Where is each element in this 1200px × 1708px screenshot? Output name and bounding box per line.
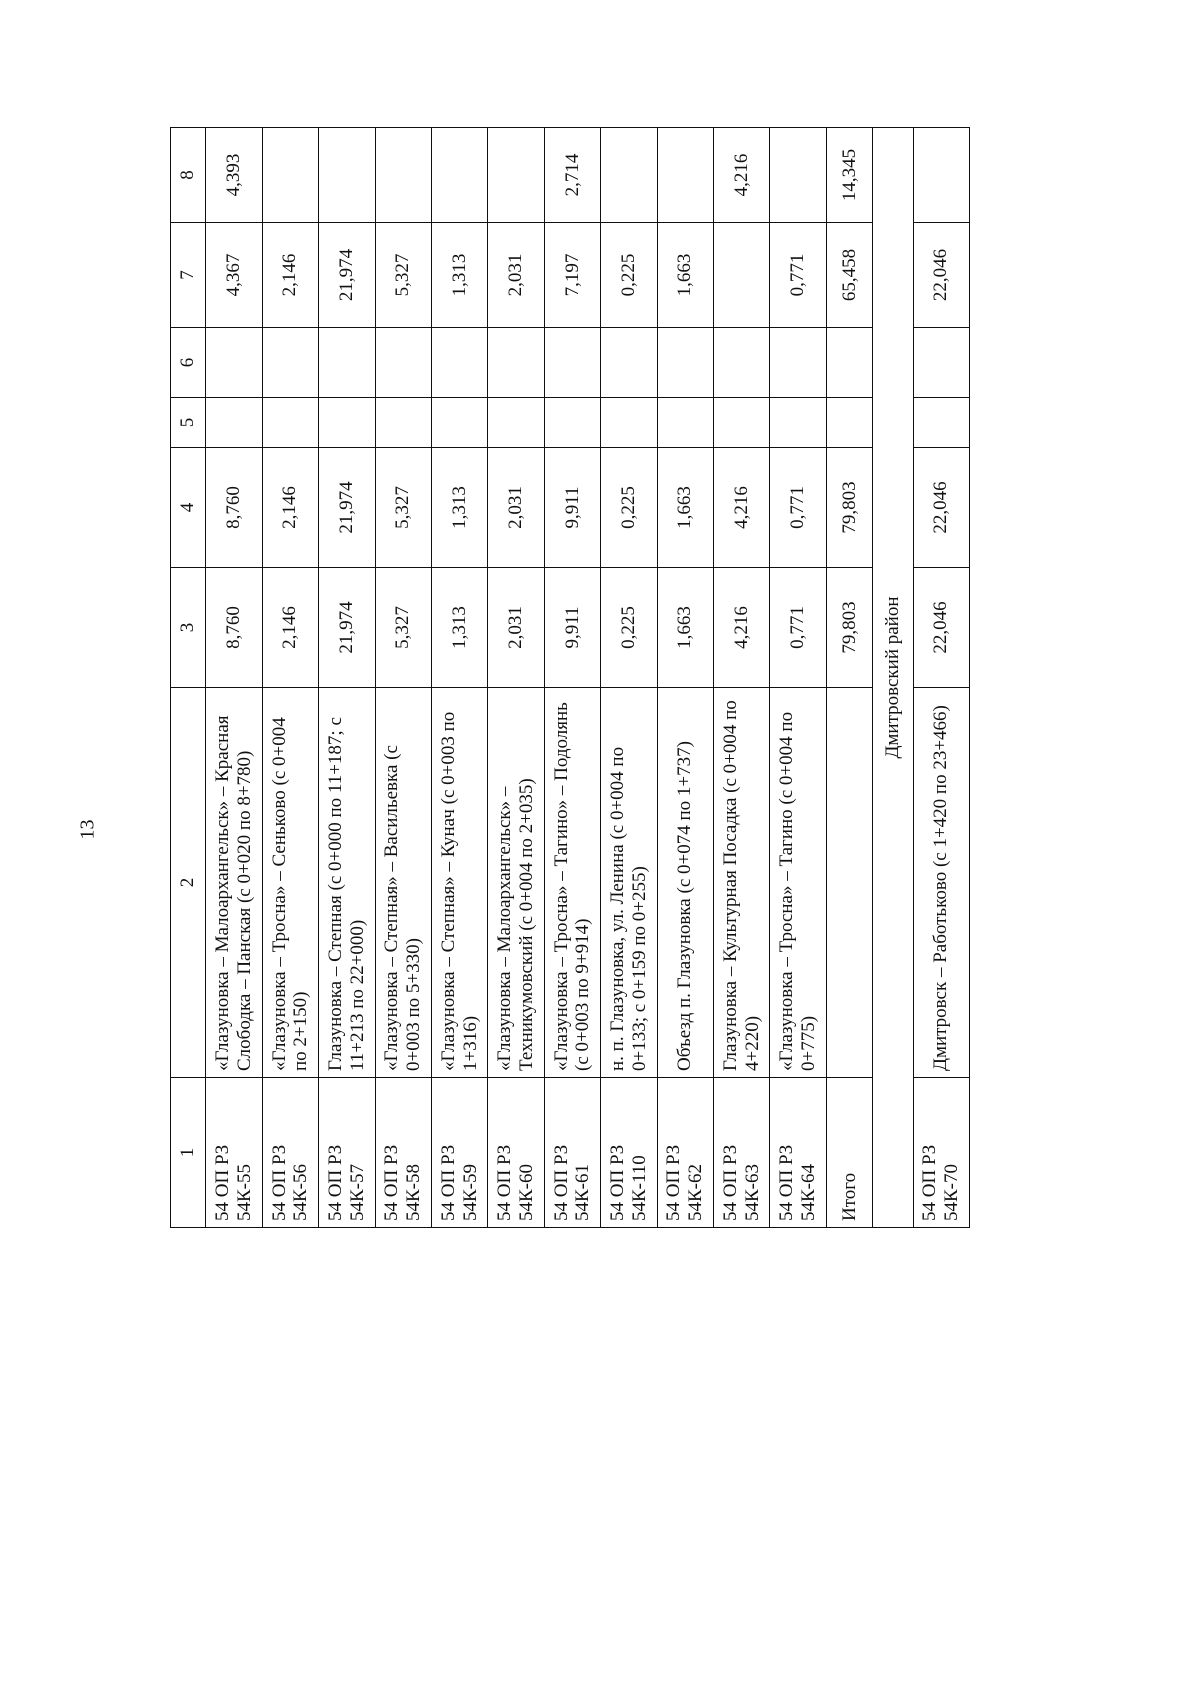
table-row bbox=[544, 128, 600, 1228]
cell-col-2: Глазуновка – Степная (с 0+000 по 11+187; с 11+213 по 22+000) bbox=[319, 688, 375, 1078]
cell-col-1: 54 ОП РЗ 54К-57 bbox=[319, 1078, 375, 1228]
cell-col-6 bbox=[601, 328, 657, 398]
cell-col-8: 14,345 bbox=[826, 128, 872, 223]
cell-col-7: 5,327 bbox=[375, 223, 431, 328]
header-cell-4: 4 bbox=[171, 448, 206, 568]
cell-col-5 bbox=[601, 398, 657, 448]
cell-col-1: 54 ОП РЗ 54К-60 bbox=[488, 1078, 544, 1228]
cell-col-7: 0,771 bbox=[770, 223, 826, 328]
header-row bbox=[171, 128, 206, 1228]
rotated-table-container bbox=[170, 128, 970, 1228]
cell-col-1: 54 ОП РЗ 54К-63 bbox=[714, 1078, 770, 1228]
cell-col-8 bbox=[488, 128, 544, 223]
cell-col-3: 2,146 bbox=[262, 568, 318, 688]
cell-col-3: 21,974 bbox=[319, 568, 375, 688]
table-row bbox=[657, 128, 713, 1228]
cell-col-6 bbox=[826, 328, 872, 398]
cell-col-4: 5,327 bbox=[375, 448, 431, 568]
cell-col-7: 22,046 bbox=[913, 223, 969, 328]
cell-col-8 bbox=[431, 128, 487, 223]
cell-col-2: н. п. Глазуновка, ул. Ленина (с 0+004 по 0+133; с 0+159 по 0+255) bbox=[601, 688, 657, 1078]
page-number: 13 bbox=[76, 819, 99, 840]
header-cell-2: 2 bbox=[171, 688, 206, 1078]
cell-col-2: «Глазуновка – Тросна» – Тагино» – Подолянь (с 0+003 по 9+914) bbox=[544, 688, 600, 1078]
cell-col-8: 2,714 bbox=[544, 128, 600, 223]
cell-col-5 bbox=[913, 398, 969, 448]
cell-col-3: 79,803 bbox=[826, 568, 872, 688]
cell-col-8 bbox=[262, 128, 318, 223]
cell-col-5 bbox=[770, 398, 826, 448]
cell-col-4: 0,771 bbox=[770, 448, 826, 568]
cell-col-3: 2,031 bbox=[488, 568, 544, 688]
cell-col-5 bbox=[319, 398, 375, 448]
cell-col-2: «Глазуновка – Степная» – Васильевка (с 0+003 по 5+330) bbox=[375, 688, 431, 1078]
cell-col-5 bbox=[488, 398, 544, 448]
header-cell-3: 3 bbox=[171, 568, 206, 688]
cell-col-7: 2,031 bbox=[488, 223, 544, 328]
cell-col-7: 1,663 bbox=[657, 223, 713, 328]
cell-col-2: «Глазуновка – Тросна» – Сеньково (с 0+004 по 2+150) bbox=[262, 688, 318, 1078]
cell-col-1: 54 ОП РЗ 54К-59 bbox=[431, 1078, 487, 1228]
cell-col-5 bbox=[544, 398, 600, 448]
cell-col-2: Объезд п. Глазуновка (с 0+074 по 1+737) bbox=[657, 688, 713, 1078]
cell-col-2: «Глазуновка – Малоархангельск» – Красная Слободка – Панская (с 0+020 по 8+780) bbox=[206, 688, 262, 1078]
cell-col-2: «Глазуновка – Степная» – Кунач (с 0+003 по 1+316) bbox=[431, 688, 487, 1078]
cell-col-6 bbox=[262, 328, 318, 398]
cell-col-8: 4,216 bbox=[714, 128, 770, 223]
cell-col-8: 4,393 bbox=[206, 128, 262, 223]
cell-col-7: 0,225 bbox=[601, 223, 657, 328]
cell-col-3: 0,225 bbox=[601, 568, 657, 688]
header-cell-6: 6 bbox=[171, 328, 206, 398]
cell-col-6 bbox=[206, 328, 262, 398]
header-cell-5: 5 bbox=[171, 398, 206, 448]
cell-col-4: 2,031 bbox=[488, 448, 544, 568]
cell-col-2: Глазуновка – Культурная Посадка (с 0+004 по 4+220) bbox=[714, 688, 770, 1078]
cell-col-8 bbox=[319, 128, 375, 223]
cell-col-7: 4,367 bbox=[206, 223, 262, 328]
cell-col-3: 22,046 bbox=[913, 568, 969, 688]
cell-col-5 bbox=[375, 398, 431, 448]
cell-col-3: 5,327 bbox=[375, 568, 431, 688]
cell-col-4: 0,225 bbox=[601, 448, 657, 568]
cell-col-4: 9,911 bbox=[544, 448, 600, 568]
cell-col-6 bbox=[913, 328, 969, 398]
cell-col-8 bbox=[770, 128, 826, 223]
cell-col-2: «Глазуновка – Малоархангельск» – Техникумовский (с 0+004 по 2+035) bbox=[488, 688, 544, 1078]
cell-col-4: 8,760 bbox=[206, 448, 262, 568]
table-row bbox=[913, 128, 969, 1228]
section-title: Дмитровский район bbox=[873, 128, 913, 1228]
cell-col-1: 54 ОП РЗ 54К-70 bbox=[913, 1078, 969, 1228]
section-row bbox=[873, 128, 913, 1228]
table-row bbox=[206, 128, 262, 1228]
cell-col-3: 9,911 bbox=[544, 568, 600, 688]
cell-col-2 bbox=[826, 688, 872, 1078]
cell-col-4: 1,663 bbox=[657, 448, 713, 568]
cell-col-7: 7,197 bbox=[544, 223, 600, 328]
cell-col-8 bbox=[657, 128, 713, 223]
cell-col-3: 0,771 bbox=[770, 568, 826, 688]
table-row bbox=[431, 128, 487, 1228]
cell-col-7: 65,458 bbox=[826, 223, 872, 328]
header-cell-7: 7 bbox=[171, 223, 206, 328]
cell-col-5 bbox=[262, 398, 318, 448]
cell-col-1: 54 ОП РЗ 54К-110 bbox=[601, 1078, 657, 1228]
cell-col-8 bbox=[601, 128, 657, 223]
cell-col-3: 4,216 bbox=[714, 568, 770, 688]
cell-col-5 bbox=[826, 398, 872, 448]
cell-col-2: «Глазуновка – Тросна» – Тагино (с 0+004 по 0+775) bbox=[770, 688, 826, 1078]
header-cell-8: 8 bbox=[171, 128, 206, 223]
cell-col-3: 8,760 bbox=[206, 568, 262, 688]
roads-table bbox=[170, 127, 970, 1228]
cell-col-2: Дмитровск – Работьково (с 1+420 по 23+466) bbox=[913, 688, 969, 1078]
cell-col-4: 79,803 bbox=[826, 448, 872, 568]
cell-col-1: 54 ОП РЗ 54К-56 bbox=[262, 1078, 318, 1228]
cell-col-4: 2,146 bbox=[262, 448, 318, 568]
table-row bbox=[601, 128, 657, 1228]
cell-col-7: 1,313 bbox=[431, 223, 487, 328]
cell-col-6 bbox=[714, 328, 770, 398]
table-row bbox=[375, 128, 431, 1228]
cell-col-7 bbox=[714, 223, 770, 328]
cell-col-6 bbox=[544, 328, 600, 398]
cell-col-4: 4,216 bbox=[714, 448, 770, 568]
cell-col-1: 54 ОП РЗ 54К-61 bbox=[544, 1078, 600, 1228]
cell-col-5 bbox=[431, 398, 487, 448]
cell-col-6 bbox=[488, 328, 544, 398]
cell-col-1: 54 ОП РЗ 54К-55 bbox=[206, 1078, 262, 1228]
table-row bbox=[714, 128, 770, 1228]
cell-col-5 bbox=[714, 398, 770, 448]
table-row bbox=[488, 128, 544, 1228]
cell-col-5 bbox=[657, 398, 713, 448]
cell-col-7: 2,146 bbox=[262, 223, 318, 328]
cell-col-6 bbox=[770, 328, 826, 398]
cell-col-3: 1,663 bbox=[657, 568, 713, 688]
table-body bbox=[171, 128, 970, 1228]
cell-col-3: 1,313 bbox=[431, 568, 487, 688]
table-row bbox=[262, 128, 318, 1228]
header-cell-1: 1 bbox=[171, 1078, 206, 1228]
table-row bbox=[319, 128, 375, 1228]
cell-col-6 bbox=[657, 328, 713, 398]
cell-col-4: 21,974 bbox=[319, 448, 375, 568]
total-row bbox=[826, 128, 872, 1228]
cell-col-1: 54 ОП РЗ 54К-58 bbox=[375, 1078, 431, 1228]
cell-col-7: 21,974 bbox=[319, 223, 375, 328]
cell-col-4: 22,046 bbox=[913, 448, 969, 568]
cell-col-8 bbox=[375, 128, 431, 223]
cell-col-4: 1,313 bbox=[431, 448, 487, 568]
cell-col-1: Итого bbox=[826, 1078, 872, 1228]
table-row bbox=[770, 128, 826, 1228]
cell-col-6 bbox=[375, 328, 431, 398]
cell-col-1: 54 ОП РЗ 54К-62 bbox=[657, 1078, 713, 1228]
cell-col-8 bbox=[913, 128, 969, 223]
cell-col-5 bbox=[206, 398, 262, 448]
cell-col-1: 54 ОП РЗ 54К-64 bbox=[770, 1078, 826, 1228]
cell-col-6 bbox=[431, 328, 487, 398]
cell-col-6 bbox=[319, 328, 375, 398]
